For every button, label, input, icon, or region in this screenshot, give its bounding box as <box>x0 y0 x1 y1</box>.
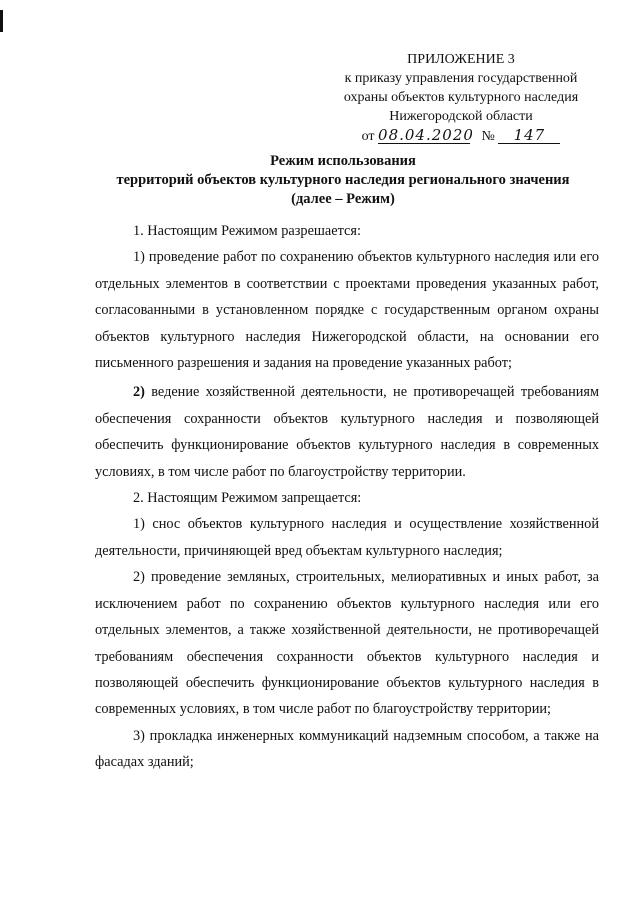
item-text: ведение хозяйственной деятельности, не противоречащей требованиям обеспечения сохранности объектов культурного наследия и позволяющей обеспечить функционирование объектов культурного наследия в современных условиях, в том числе работ по благоустройству территории. <box>95 384 599 480</box>
section-2-item-2: 2) проведение земляных, строительных, мелиоративных и иных работ, за исключением работ по сохранению объектов культурного наследия или его отдельных элементов, а также хозяйственной деятельности, не противоречащей требованиям обеспечения сохранности объектов культурного наследия и позволяющей обеспечить функционирование объектов культурного наследия в современных условиях, в том числе работ по благоустройству территории; <box>95 569 599 718</box>
scan-edge-mark <box>0 10 3 32</box>
section-2-item-1: 1) снос объектов культурного наследия и осуществление хозяйственной деятельности, причиняющей вред объектам культурного наследия; <box>95 516 599 559</box>
date-prefix: от <box>361 129 375 144</box>
order-date-number-line <box>320 127 602 149</box>
handwritten-date: 08.04.2020 <box>378 126 474 144</box>
appendix-block <box>320 50 602 149</box>
appendix-heading: ПРИЛОЖЕНИЕ 3 <box>407 52 515 67</box>
section-1-item-2 <box>95 379 599 485</box>
title-line-2: территорий объектов культурного наследия регионального значения <box>116 172 570 188</box>
appendix-order-line-1: к приказу управления государственной <box>344 71 578 86</box>
section-1-item-1: 1) проведение работ по сохранению объектов культурного наследия или его отдельных элементов в соответствии с проектами проведения указанных работ, согласованными в установленном порядке с государственным органом охраны объектов культурного наследия Нижегородской области, на основании его письменного разрешения и задания на проведение указанных работ; <box>95 249 599 372</box>
item-number: 2) <box>133 384 145 401</box>
section-2-item-3: 3) прокладка инженерных коммуникаций надземным способом, а также на фасадах зданий; <box>95 727 599 771</box>
document-body <box>95 218 599 776</box>
appendix-order-line-3: Нижегородской области <box>389 109 533 124</box>
document-title <box>88 152 598 209</box>
title-line-1: Режим использования <box>270 153 416 169</box>
appendix-order-line-2: охраны объектов культурного наследия <box>343 90 579 105</box>
number-prefix: № <box>481 129 495 144</box>
section-1-heading: 1. Настоящим Режимом разрешается: <box>133 223 361 239</box>
section-2-heading: 2. Настоящим Режимом запрещается: <box>133 490 362 507</box>
handwritten-order-number: 147 <box>498 127 560 144</box>
title-line-3: (далее – Режим) <box>291 191 395 207</box>
